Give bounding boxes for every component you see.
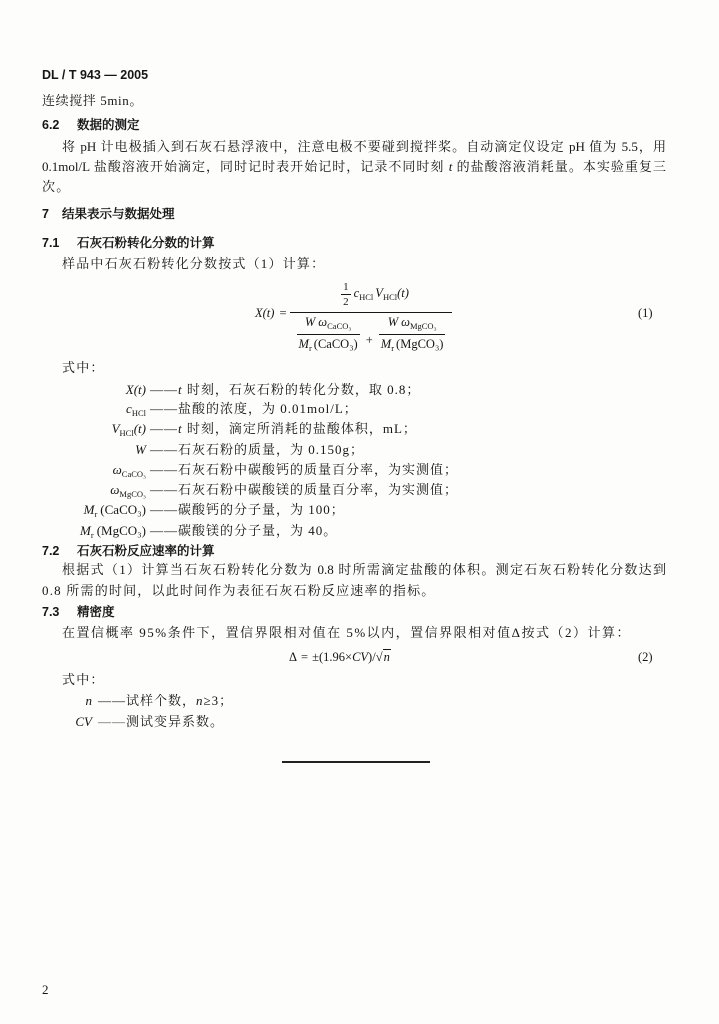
description: 盐酸的浓度，为 0.01mol/L； <box>178 401 358 416</box>
mgco3-term-numerator <box>386 316 439 334</box>
paragraph-7-3: 在置信概率 95%条件下，置信界限相对值在 5%以内，置信界限相对值Δ按式（2）计算： <box>62 625 632 640</box>
caco3-term-denominator <box>297 334 360 355</box>
paragraph-6-2-line-1: 将 pH 计电极插入到石灰石悬浮液中，注意电极不要碰到搅拌桨。自动滴定仪设定 pH 值为 5.5，用 <box>62 139 666 154</box>
definition-text <box>150 440 364 460</box>
dash: —— <box>150 502 178 517</box>
definition-text <box>98 691 233 711</box>
omega-subscript: CaCO₃ <box>327 321 352 331</box>
definition-x-t <box>40 380 420 400</box>
symbol-subscript: HCl <box>119 428 134 438</box>
cv-symbol: CV <box>352 650 369 664</box>
page-number: 2 <box>42 982 49 997</box>
formula-1-denominator <box>290 312 452 355</box>
dash: —— <box>150 442 178 457</box>
paragraph-7-2-line-2: 0.8 所需的时间，以此时间作为表征石灰石粉反应速率的指标。 <box>42 583 436 598</box>
description: 测试变异系数。 <box>126 714 225 729</box>
paragraph-6-2-line-2 <box>42 157 666 177</box>
equals-sign: = <box>301 650 309 664</box>
symbol-omega: ω <box>110 482 120 497</box>
time-variable: t <box>178 421 183 436</box>
description: 碳酸镁的分子量，为 40。 <box>178 523 338 538</box>
one-half-fraction <box>341 281 351 308</box>
formula-2 <box>289 647 391 667</box>
symbol-label <box>40 712 92 732</box>
caco3-term <box>297 316 360 355</box>
symbol-label <box>40 440 146 460</box>
dash: —— <box>98 693 126 708</box>
where-label-1: 式中： <box>62 360 105 375</box>
delta-symbol: Δ <box>289 650 298 664</box>
paragraph-text: 0.1mol/L 盐酸溶液开始滴定，同时记时表开始记时，记录不同时刻 <box>42 159 449 174</box>
symbol-cv: CV <box>75 714 92 729</box>
formula-1-number: (1) <box>638 306 653 320</box>
symbol-v: V <box>111 421 120 436</box>
n-variable: n <box>196 693 204 708</box>
paragraph-text: 的盐酸溶液消耗量。本实验重复三 <box>452 159 666 174</box>
equals-sign: = <box>279 306 287 320</box>
symbol-label <box>40 691 92 711</box>
formula-1-fraction <box>290 281 452 355</box>
w-symbol: W <box>387 315 399 329</box>
symbol-w: W <box>135 442 146 457</box>
section-7-3-number: 7.3 <box>42 605 60 619</box>
symbol-m: M <box>83 502 95 517</box>
definition-text <box>98 712 224 732</box>
c-subscript: HCl <box>359 291 374 302</box>
definition-cv <box>40 712 224 732</box>
dash: —— <box>150 382 178 397</box>
section-6-2-title: 数据的测定 <box>77 118 140 132</box>
concentration-volume-product <box>354 286 409 304</box>
section-7-number: 7 <box>42 207 49 221</box>
intro-line: 连续搅拌 5min。 <box>42 93 143 108</box>
caco3-term-numerator <box>303 316 353 334</box>
symbol-argument: (CaCO₃) <box>100 502 146 517</box>
symbol-x-t: X(t) <box>125 382 146 397</box>
c-symbol: c <box>353 285 360 300</box>
omega-symbol: ω <box>318 315 328 329</box>
mgco3-term-denominator <box>379 334 446 355</box>
m-argument: (MgCO₃) <box>396 337 444 351</box>
description: 时刻，石灰石粉的转化分数，取 0.8； <box>182 382 421 397</box>
section-7-2-title: 石灰石粉反应速率的计算 <box>77 544 215 558</box>
dash: —— <box>150 523 178 538</box>
m-symbol: M <box>380 337 392 351</box>
v-subscript: HCl <box>382 291 398 302</box>
section-7-title: 结果表示与数据处理 <box>62 207 175 221</box>
time-variable: t <box>448 159 453 174</box>
m-symbol: M <box>298 337 309 351</box>
symbol-c: c <box>126 401 132 416</box>
paragraph-6-2-line-3: 次。 <box>42 179 71 194</box>
formula-1-lhs <box>255 304 287 322</box>
end-of-text-rule <box>282 761 430 763</box>
dash: —— <box>150 462 178 477</box>
where-label-2: 式中： <box>62 672 105 687</box>
description: 时刻，滴定所消耗的盐酸体积，mL； <box>182 421 417 436</box>
mgco3-term <box>379 316 446 355</box>
m-argument: (CaCO₃) <box>313 337 358 351</box>
m-subscript: r <box>308 343 312 353</box>
description: 碳酸钙的分子量，为 100； <box>178 502 345 517</box>
description: 石灰石粉中碳酸钙的质量百分率，为实测值； <box>178 462 459 477</box>
n-symbol: n <box>383 650 390 664</box>
dash: —— <box>150 421 178 436</box>
section-7-1-intro: 样品中石灰石粉转化分数按式（1）计算： <box>62 256 326 271</box>
description: 试样个数， <box>126 693 197 708</box>
symbol-m: M <box>80 523 91 538</box>
square-root-sign: √ <box>375 650 383 664</box>
symbol-argument: (t) <box>133 421 146 436</box>
description-tail: ≥3； <box>203 693 234 708</box>
dash: —— <box>150 482 178 497</box>
symbol-argument: (MgCO₃) <box>96 523 146 538</box>
half-numerator: 1 <box>343 281 349 293</box>
m-subscript: r <box>391 343 395 353</box>
omega-symbol: ω <box>401 315 410 329</box>
v-symbol: V <box>375 285 383 300</box>
symbol-omega: ω <box>112 462 122 477</box>
symbol-subscript: r <box>90 530 94 540</box>
section-7-1-number: 7.1 <box>42 236 60 250</box>
omega-subscript: MgCO₃ <box>409 321 437 331</box>
section-7-2-number: 7.2 <box>42 544 60 558</box>
w-symbol: W <box>304 315 316 329</box>
document-code-header: DL / T 943 — 2005 <box>42 68 149 82</box>
description: 石灰石粉中碳酸镁的质量百分率，为实测值； <box>178 482 459 497</box>
symbol-subscript: CaCO₃ <box>121 469 146 479</box>
definition-w <box>40 440 364 460</box>
formula-1-numerator <box>290 281 452 312</box>
formula-open: ±(1.96× <box>312 650 353 664</box>
definition-text <box>150 380 420 400</box>
formula-close-divide: )/ <box>368 650 376 664</box>
section-6-2-number: 6.2 <box>42 118 60 132</box>
conversion-fraction-symbol: X(t) <box>255 306 275 320</box>
half-denominator: 2 <box>343 296 349 308</box>
formula-2-number: (2) <box>638 650 653 664</box>
symbol-subscript: HCl <box>131 408 146 418</box>
dash: —— <box>98 714 126 729</box>
symbol-subscript: MgCO₃ <box>119 489 146 499</box>
symbol-label <box>40 380 146 400</box>
definition-n <box>40 691 233 711</box>
section-7-1-title: 石灰石粉转化分数的计算 <box>77 236 215 250</box>
v-argument: (t) <box>397 285 409 300</box>
symbol-n: n <box>85 693 92 708</box>
plus-sign: + <box>365 333 373 347</box>
section-7-3-title: 精密度 <box>77 605 115 619</box>
time-variable: t <box>178 382 183 397</box>
description: 石灰石粉的质量，为 0.150g； <box>178 442 365 457</box>
symbol-subscript: r <box>94 509 98 519</box>
dash: —— <box>150 401 178 416</box>
paragraph-7-2-line-1: 根据式（1）计算当石灰石粉转化分数为 0.8 时所需滴定盐酸的体积。测定石灰石粉转化分数达到 <box>62 562 666 577</box>
